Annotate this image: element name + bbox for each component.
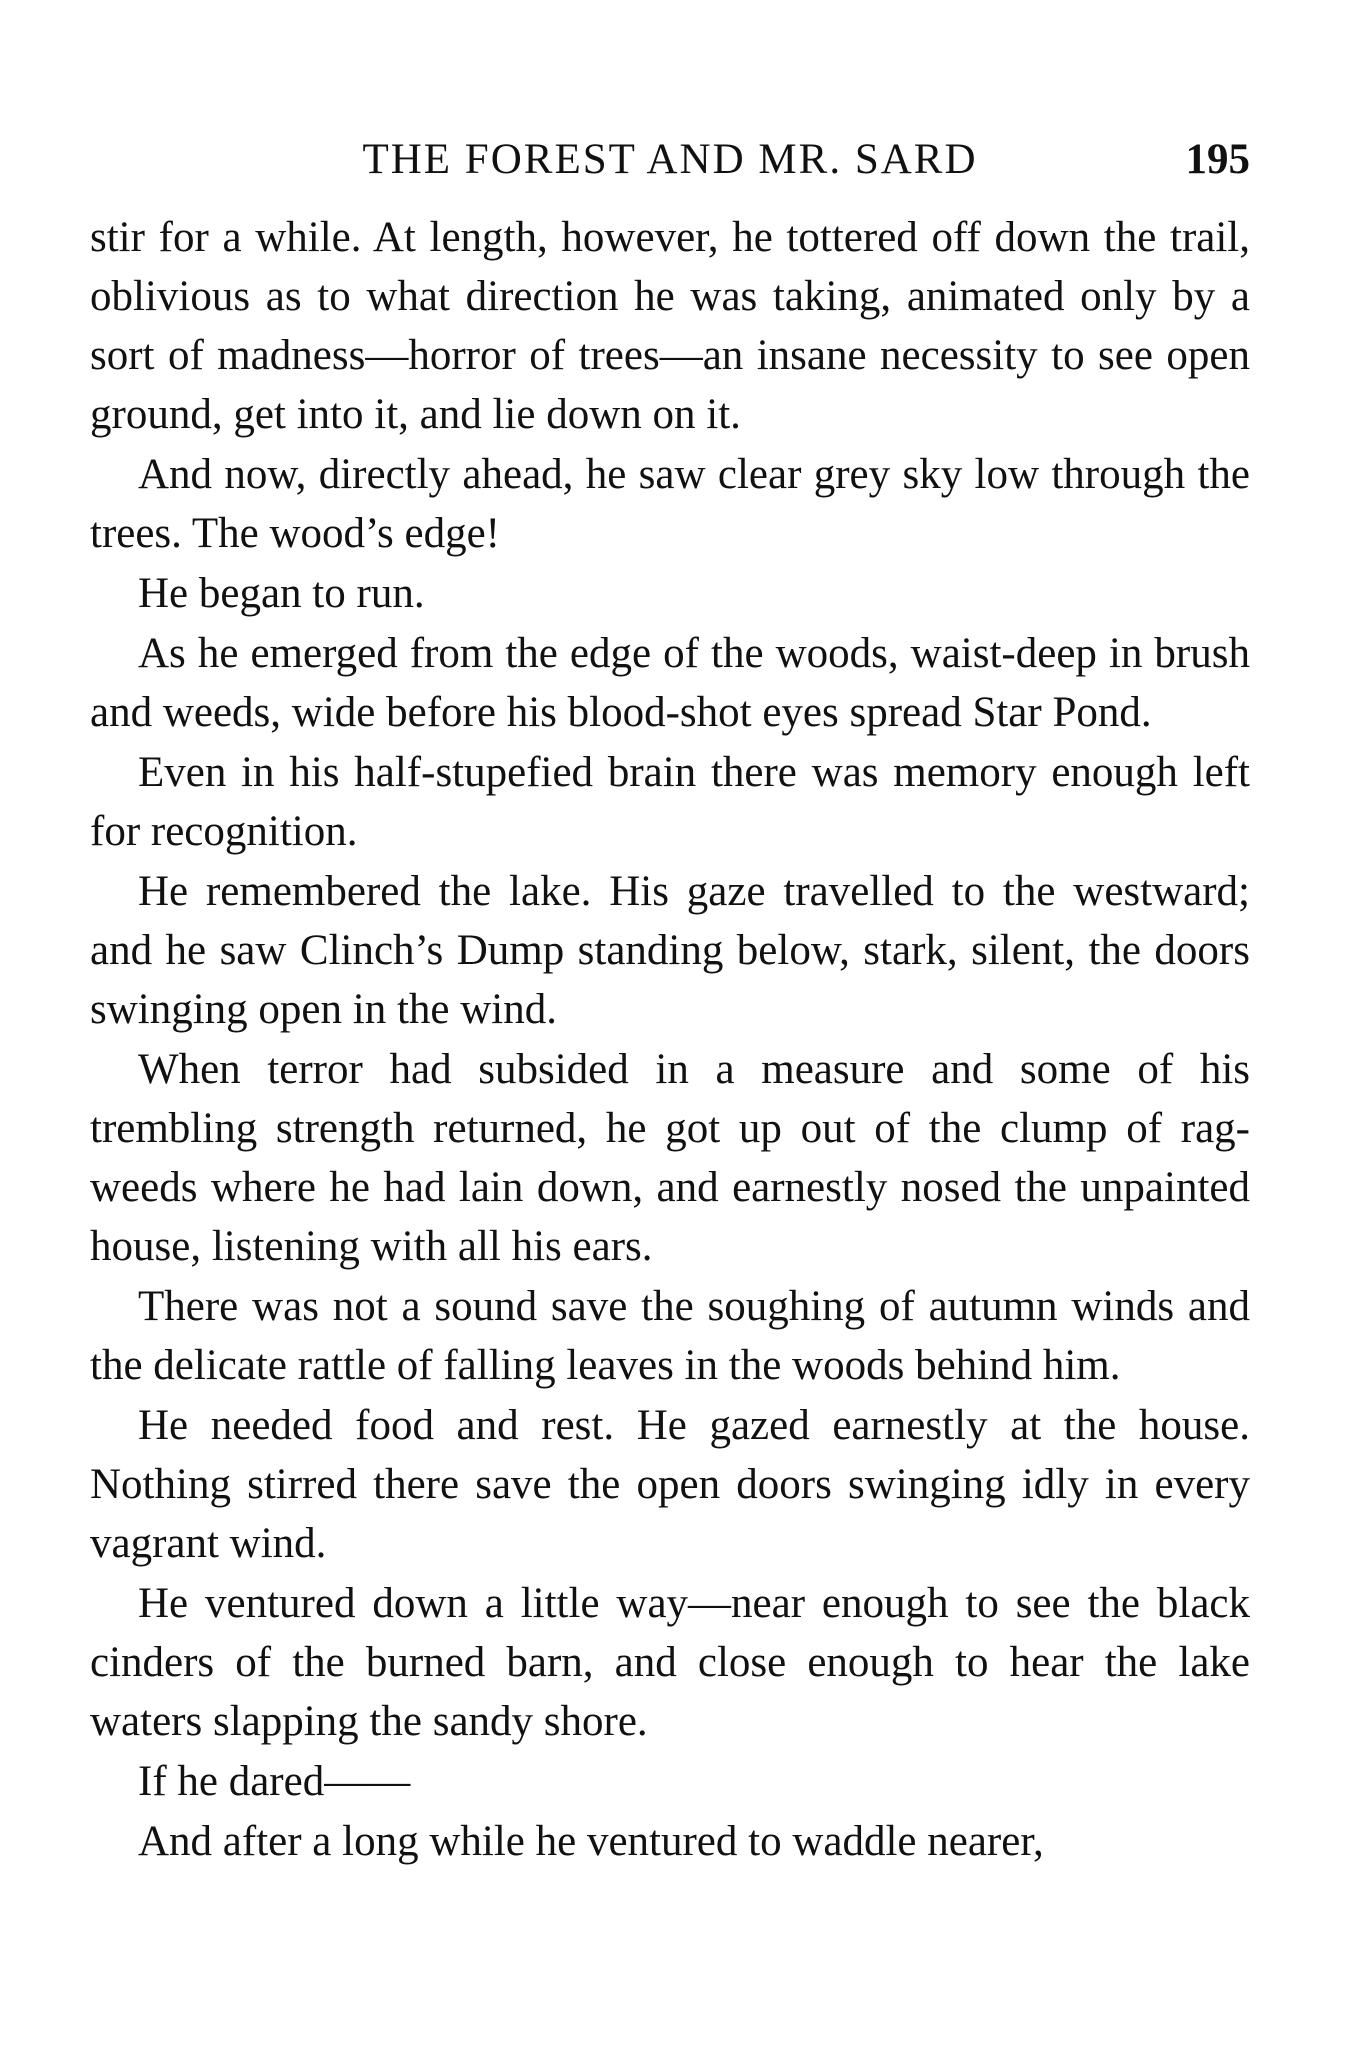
paragraph: He remembered the lake. His gaze travelled to the westward; and he saw Clinch’s Dump standing below, stark, silent, the doors swinging open in the wind. <box>90 868 1250 1033</box>
body-text <box>90 208 1250 1872</box>
paragraph: Even in his half-stupefied brain there was memory enough left for recognition. <box>90 749 1250 855</box>
paragraph: He began to run. <box>138 570 425 617</box>
paragraph: He ventured down a little way—near enough to see the black cinders of the burned barn, and close enough to hear the lake waters slapping the sandy shore. <box>90 1580 1250 1745</box>
paragraph: stir for a while. At length, however, he tottered off down the trail, oblivious as to what direction he was taking, animated only by a sort of madness—horror of trees—an insane necessity to see open ground, get into it, and lie down on it. <box>90 214 1250 438</box>
page-number: 195 <box>1185 136 1250 183</box>
paragraph: And after a long while he ventured to waddle nearer, <box>138 1818 1044 1865</box>
paragraph: When terror had subsided in a measure and some of his trembling strength returned, he got up out of the clump of rag-weeds where he had lain down, and earnestly nosed the unpainted house, listening with all his ears. <box>90 1046 1250 1270</box>
paragraph: And now, directly ahead, he saw clear grey sky low through the trees. The wood’s edge! <box>90 451 1250 557</box>
paragraph: As he emerged from the edge of the woods, waist-deep in brush and weeds, wide before his blood-shot eyes spread Star Pond. <box>90 630 1250 736</box>
paragraph: If he dared—— <box>138 1758 411 1805</box>
running-title: THE FOREST AND MR. SARD <box>362 136 978 183</box>
running-head <box>90 130 1250 190</box>
paragraph: He needed food and rest. He gazed earnestly at the house. Nothing stirred there save the open doors swinging idly in every vagrant wind. <box>90 1402 1250 1567</box>
paragraph: There was not a sound save the soughing of autumn winds and the delicate rattle of falling leaves in the woods behind him. <box>90 1283 1250 1389</box>
